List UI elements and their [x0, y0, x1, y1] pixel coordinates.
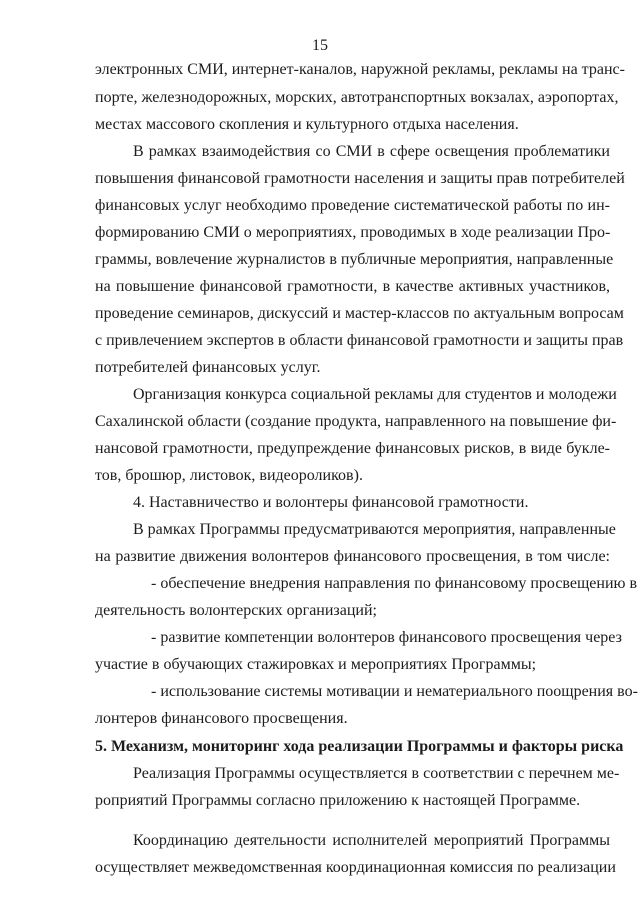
text-line: на развитие движения волонтеров финансового просвещения, в том числе:	[95, 548, 610, 565]
text-line: потребителей финансовых услуг.	[95, 359, 321, 376]
text-line: проведение семинаров, дискуссий и мастер-классов по актуальным вопросам	[95, 305, 624, 322]
text-line: граммы, вовлечение журналистов в публичные мероприятия, направленные	[95, 251, 614, 268]
text-line: В рамках взаимодействия со СМИ в сфере освещения проблематики	[133, 143, 610, 160]
text-line: порте, железнодорожных, морских, автотранспортных вокзалах, аэропортах,	[95, 89, 619, 106]
text-line: - использование системы мотивации и нематериального поощрения во-	[151, 683, 638, 700]
page-number: 15	[312, 37, 328, 54]
text-line: роприятий Программы согласно приложению к настоящей Программе.	[95, 792, 581, 809]
text-line: Сахалинской области (создание продукта, направленного на повышение фи-	[95, 413, 617, 430]
text-line: Организация конкурса социальной рекламы для студентов и молодежи	[133, 386, 617, 403]
text-line: на повышение финансовой грамотности, в качестве активных участников,	[95, 278, 610, 295]
text-line: местах массового скопления и культурного отдыха населения.	[95, 116, 519, 133]
text-line: финансовых услуг необходимо проведение систематической работы по ин-	[95, 197, 610, 214]
text-line: тов, брошюр, листовок, видеороликов).	[95, 467, 363, 484]
text-line: лонтеров финансового просвещения.	[95, 710, 348, 727]
text-line: участие в обучающих стажировках и мероприятиях Программы;	[95, 656, 537, 673]
text-line: В рамках Программы предусматриваются мероприятия, направленные	[133, 521, 616, 538]
text-line: деятельность волонтерских организаций;	[95, 602, 377, 619]
text-line: осуществляет межведомственная координационная комиссия по реализации	[95, 859, 616, 876]
text-line: электронных СМИ, интернет-каналов, наружной рекламы, рекламы на транс-	[95, 61, 625, 78]
text-line: нансовой грамотности, предупреждение финансовых рисков, в виде букле-	[95, 440, 610, 457]
text-line: - развитие компетенции волонтеров финансового просвещения через	[151, 629, 622, 646]
text-line: с привлечением экспертов в области финансовой грамотности и защиты прав	[95, 332, 624, 349]
text-line: Координацию деятельности исполнителей мероприятий Программы	[133, 832, 610, 849]
text-line: Реализация Программы осуществляется в соответствии с перечнем ме-	[133, 765, 620, 782]
text-line: повышения финансовой грамотности населения и защиты прав потребителей	[95, 170, 625, 187]
text-line: формированию СМИ о мероприятиях, проводимых в ходе реализации Про-	[95, 224, 611, 241]
text-line: - обеспечение внедрения направления по финансовому просвещению в	[151, 575, 638, 592]
section-heading: 5. Механизм, мониторинг хода реализации Программы и факторы риска	[95, 738, 624, 755]
section-item-heading: 4. Наставничество и волонтеры финансовой грамотности.	[133, 494, 529, 511]
